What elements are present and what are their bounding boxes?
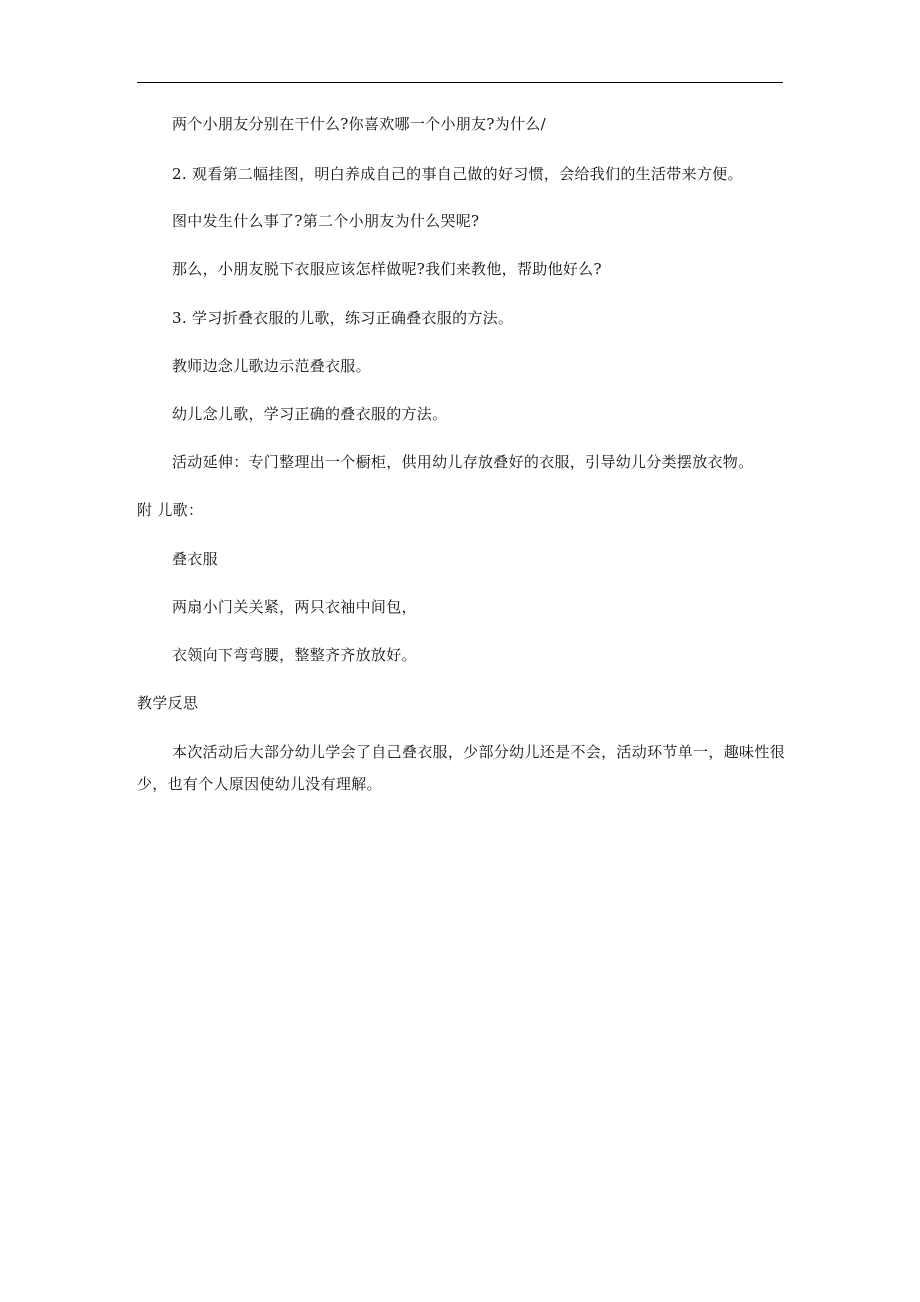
reflection-paragraph: 本次活动后大部分幼儿学会了自己叠衣服，少部分幼儿还是不会，活动环节单一，趣味性很少，也有个人原因使幼儿没有理解。 xyxy=(137,743,785,793)
teacher-demo-line: 教师边念儿歌边示范叠衣服。 xyxy=(172,357,371,375)
song-verse-2: 衣领向下弯弯腰，整整齐齐放放好。 xyxy=(172,646,417,664)
question-line-3: 那么，小朋友脱下衣服应该怎样做呢?我们来教他，帮助他好么? xyxy=(172,260,602,278)
question-line: 两个小朋友分别在干什么?你喜欢哪一个小朋友?为什么/ xyxy=(172,115,546,133)
children-recite-line: 幼儿念儿歌，学习正确的叠衣服的方法。 xyxy=(172,405,448,423)
activity-extension-line: 活动延伸：专门整理出一个橱柜，供用幼儿存放叠好的衣服，引导幼儿分类摆放衣物。 xyxy=(172,453,754,471)
header-rule xyxy=(137,82,783,83)
question-line-2: 图中发生什么事了?第二个小朋友为什么哭呢? xyxy=(172,212,480,230)
song-verse-1: 两扇小门关关紧，两只衣袖中间包， xyxy=(172,598,417,616)
step-2-line: 2. 观看第二幅挂图，明白养成自己的事自己做的好习惯，会给我们的生活带来方便。 xyxy=(172,165,743,183)
appendix-heading: 附 儿歌： xyxy=(137,501,204,519)
song-title: 叠衣服 xyxy=(172,550,218,568)
reflection-heading: 教学反思 xyxy=(137,694,199,712)
step-3-line: 3. 学习折叠衣服的儿歌，练习正确叠衣服的方法。 xyxy=(172,309,514,327)
